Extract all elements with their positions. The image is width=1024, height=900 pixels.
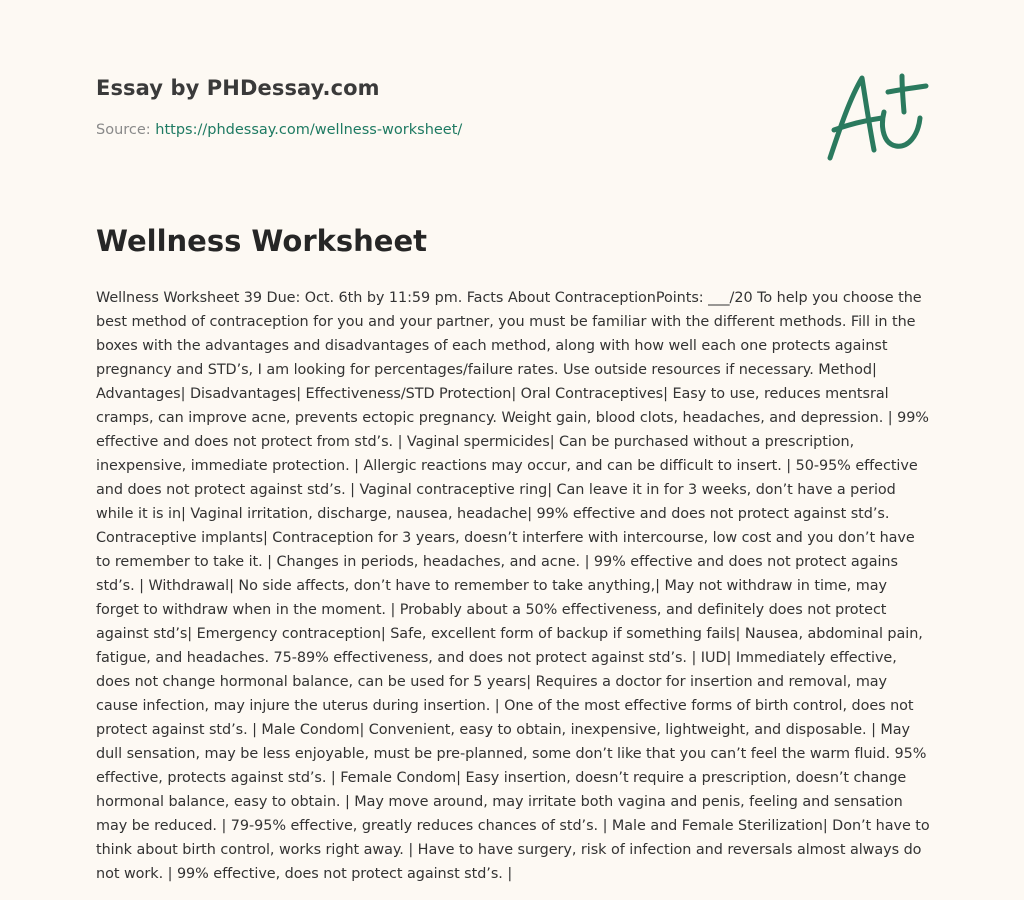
a-plus-logo-icon [822, 68, 932, 168]
page-title: Wellness Worksheet [96, 224, 428, 258]
page-header [96, 76, 796, 138]
essay-body: Wellness Worksheet 39 Due: Oct. 6th by 11:59 pm. Facts About ContraceptionPoints: ___/20 To help you choose the best method of contraception for you and your partner, you must be familiar with the different methods. Fill in the boxes with the advantages and disadvantages of each method, along with how well each one protects against pregnancy and STD’s, I am looking for percentages/failure rates. Use outside resources if necessary. Method| Advantages| Disadvantages| Effectiveness/STD Protection| Oral Contraceptives| Easy to use, reduces mentsral cramps, can improve acne, prevents ectopic pregnancy. Weight gain, blood clots, headaches, and depression. | 99% effective and does not protect from std’s. | Vaginal spermicides| Can be purchased without a prescription, inexpensive, immediate protection. | Allergic reactions may occur, and can be difficult to insert. | 50-95% effective and does not protect against std’s. | Vaginal contraceptive ring| Can leave it in for 3 weeks, don’t have a period while it is in| Vaginal irritation, discharge, nausea, headache| 99% effective and does not protect against std’s. Contraceptive implants| Contraception for 3 years, doesn’t interfere with intercourse, low cost and you don’t have to remember to take it. | Changes in periods, headaches, and acne. | 99% effective and does not protect agains std’s. | Withdrawal| No side affects, don’t have to remember to take anything,| May not withdraw in time, may forget to withdraw when in the moment. | Probably about a 50% effectiveness, and definitely does not protect against std’s| Emergency contraception| Safe, excellent form of backup if something fails| Nausea, abdominal pain, fatigue, and headaches. 75-89% effectiveness, and does not protect against std’s. | IUD| Immediately effective, does not change hormonal balance, can be used for 5 years| Requires a doctor for insertion and removal, may cause infection, may injure the uterus during insertion. | One of the most effective forms of birth control, does not protect against std’s. | Male Condom| Convenient, easy to obtain, inexpensive, lightweight, and disposable. | May dull sensation, may be less enjoyable, must be pre-planned, some don’t like that you can’t feel the warm fluid. 95% effective, protects against std’s. | Female Condom| Easy insertion, doesn’t require a prescription, doesn’t change hormonal balance, easy to obtain. | May move around, may irritate both vagina and penis, feeling and sensation may be reduced. | 79-95% effective, greatly reduces chances of std’s. | Male and Female Sterilization| Don’t have to think about birth control, works right away. | Have to have surgery, risk of infection and reversals almost always do not work. | 99% effective, does not protect against std’s. | [96, 290, 930, 882]
brand-title: Essay by PHDessay.com [96, 76, 380, 100]
source-label: Source: [96, 122, 156, 138]
source-line [96, 122, 796, 138]
source-link[interactable]: https://phdessay.com/wellness-worksheet/ [155, 122, 463, 138]
